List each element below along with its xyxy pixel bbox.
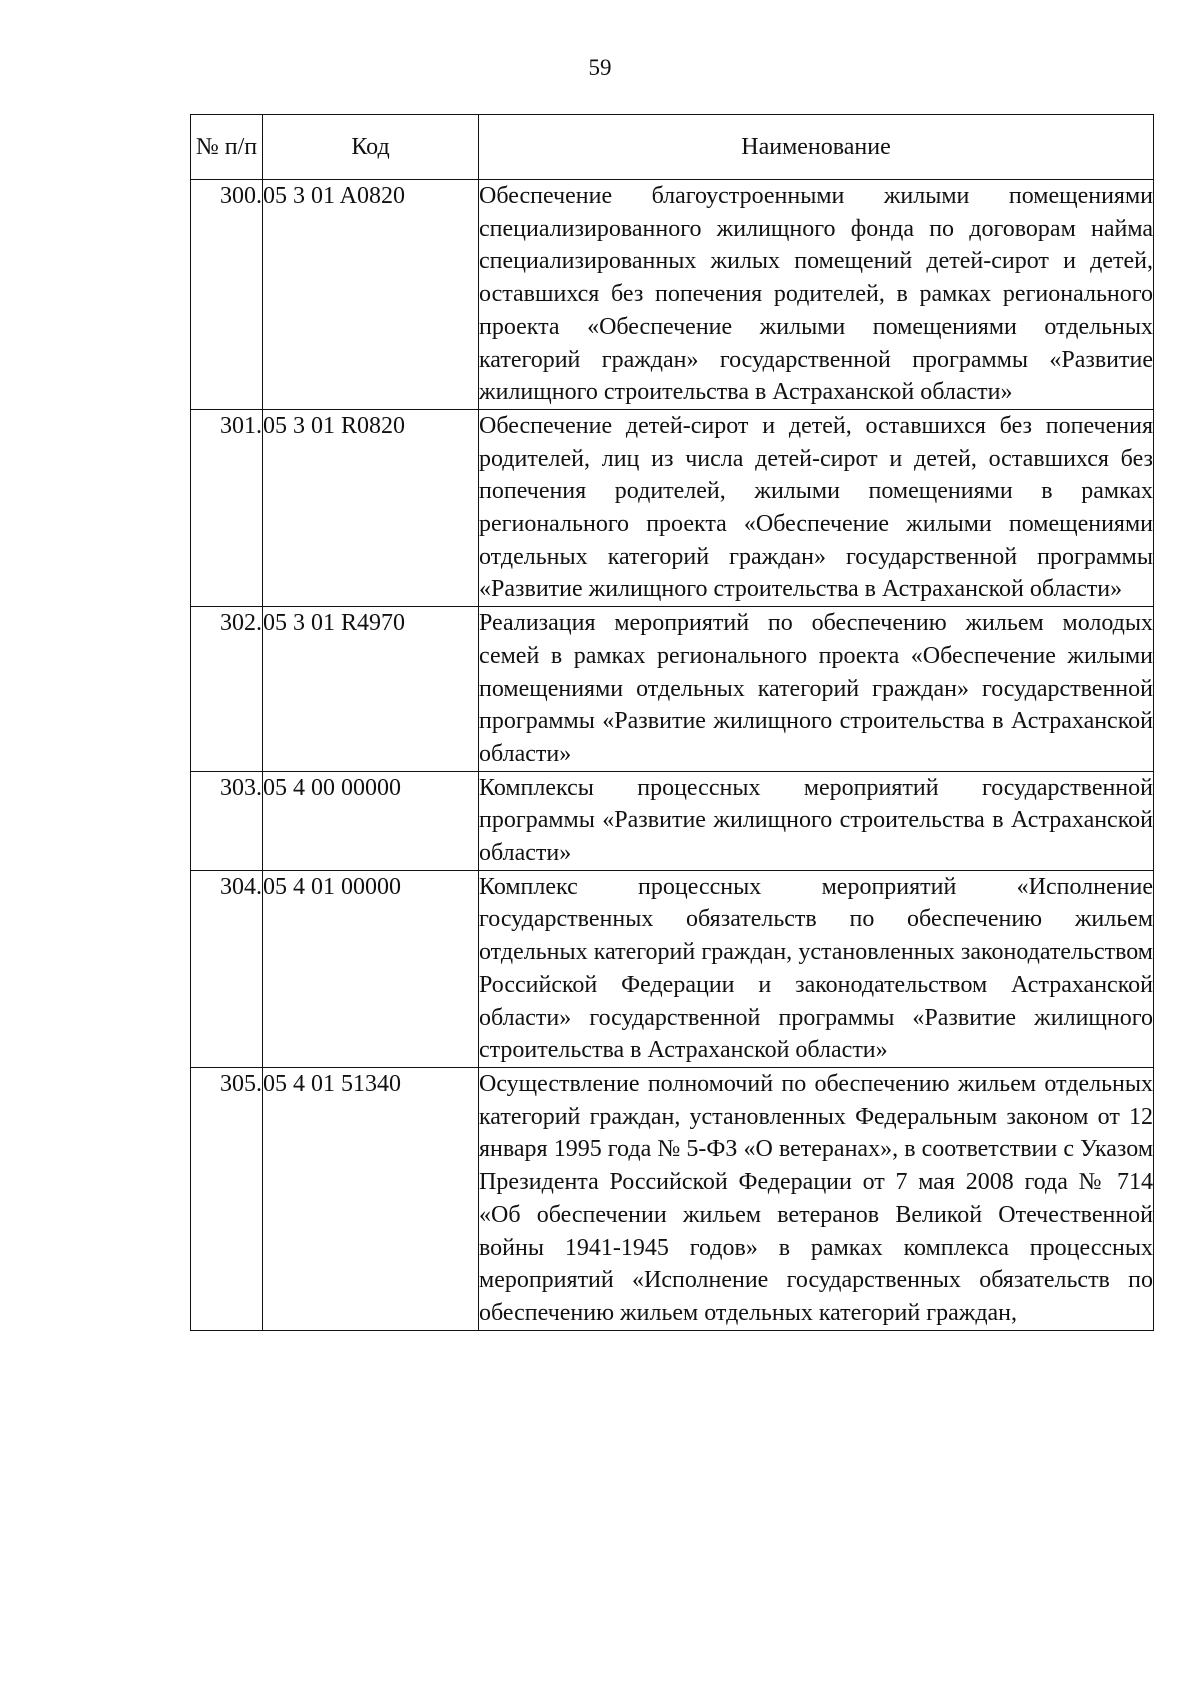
row-name: Реализация мероприятий по обеспечению жильем молодых семей в рамках регионального проекта «Обеспечение жилыми помещениями отдельных категорий граждан» государственной программы «Развитие жилищного строительства в Астраханской области» [479, 607, 1154, 772]
row-name: Осуществление полномочий по обеспечению жильем отдельных категорий граждан, установленных Федеральным законом от 12 января 1995 года № 5-ФЗ «О ветеранах», в соответствии с Указом Президента Российской Федерации от 7 мая 2008 года № 714 «Об обеспечении жильем ветеранов Великой Отечественной войны 1941-1945 годов» в рамках комплекса процессных мероприятий «Исполнение государственных обязательств по обеспечению жильем отдельных категорий граждан, [479, 1067, 1154, 1330]
header-number: № п/п [191, 115, 263, 180]
table-row [191, 771, 1154, 870]
row-name: Обеспечение благоустроенными жилыми помещениями специализированного жилищного фонда по договорам найма специализированных жилых помещений детей-сирот и детей, оставшихся без попечения родителей, в рамках регионального проекта «Обеспечение жилыми помещениями отдельных категорий граждан» государственной программы «Развитие жилищного строительства в Астраханской области» [479, 180, 1154, 410]
table-row [191, 409, 1154, 606]
classification-table [190, 114, 1154, 1331]
row-number: 304. [191, 870, 263, 1067]
row-code: 05 3 01 R4970 [263, 607, 479, 772]
table-row [191, 180, 1154, 410]
header-name: Наименование [479, 115, 1154, 180]
row-number: 305. [191, 1067, 263, 1330]
row-code: 05 3 01 A0820 [263, 180, 479, 410]
row-name: Обеспечение детей-сирот и детей, оставшихся без попечения родителей, лиц из числа детей-сирот и детей, оставшихся без попечения родителей, жилыми помещениями в рамках регионального проекта «Обеспечение жилыми помещениями отдельных категорий граждан» государственной программы «Развитие жилищного строительства в Астраханской области» [479, 409, 1154, 606]
row-code: 05 4 01 00000 [263, 870, 479, 1067]
table-row [191, 870, 1154, 1067]
table-header [191, 115, 1154, 180]
row-number: 303. [191, 771, 263, 870]
table-body [191, 180, 1154, 1331]
row-name: Комплексы процессных мероприятий государственной программы «Развитие жилищного строительства в Астраханской области» [479, 771, 1154, 870]
page-number: 59 [588, 55, 612, 80]
header-code: Код [263, 115, 479, 180]
table-row [191, 1067, 1154, 1330]
row-number: 302. [191, 607, 263, 772]
header-row [191, 115, 1154, 180]
row-code: 05 4 00 00000 [263, 771, 479, 870]
row-number: 300. [191, 180, 263, 410]
row-code: 05 3 01 R0820 [263, 409, 479, 606]
table-row [191, 607, 1154, 772]
row-name: Комплекс процессных мероприятий «Исполнение государственных обязательств по обеспечению жильем отдельных категорий граждан, установленных законодательством Российской Федерации и законодательством Астраханской области» государственной программы «Развитие жилищного строительства в Астраханской области» [479, 870, 1154, 1067]
row-code: 05 4 01 51340 [263, 1067, 479, 1330]
row-number: 301. [191, 409, 263, 606]
